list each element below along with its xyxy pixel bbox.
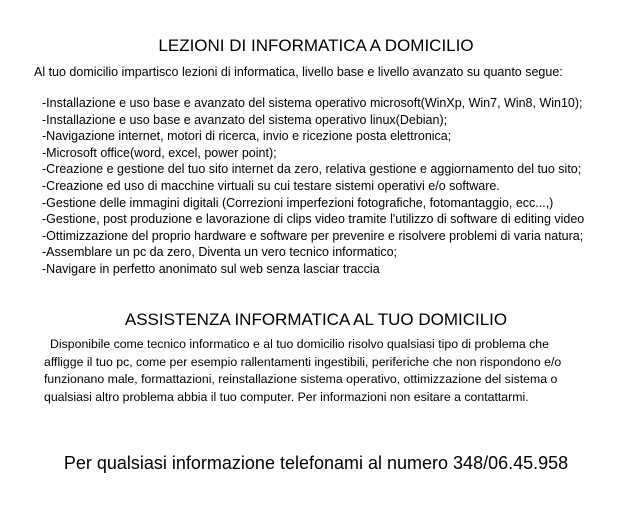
list-item: -Microsoft office(word, excel, power point); xyxy=(42,145,277,160)
list-item: -Assemblare un pc da zero, Diventa un vero tecnico informatico; xyxy=(42,245,398,260)
lessons-intro: Al tuo domicilio impartisco lezioni di informatica, livello base e livello avanzato su quanto segue: xyxy=(34,65,563,79)
list-item: -Ottimizzazione del proprio hardware e software per prevenire e risolvere problemi di varia natura; xyxy=(42,228,584,243)
list-item: -Installazione e uso base e avanzato del sistema operativo microsoft(WinXp, Win7, Win8, Win10); xyxy=(42,96,583,110)
paragraph-line: Disponibile come tecnico informatico e al tuo domicilio risolvo qualsiasi tipo di problema che xyxy=(50,337,549,351)
assistance-paragraph xyxy=(44,336,604,406)
list-item: -Navigare in perfetto anonimato sul web senza lasciar traccia xyxy=(42,261,380,276)
contact-phone-line: Per qualsiasi informazione telefonami al numero 348/06.45.958 xyxy=(63,453,569,473)
paragraph-line: funzionano male, formattazioni, reinstallazione sistema operativo, ottimizzazione del sistema o xyxy=(44,372,558,387)
paragraph-line: affligge il tuo pc, come per esempio rallentamenti ingestibili, periferiche che non rispondono e/o xyxy=(44,354,562,369)
list-item: -Navigazione internet, motori di ricerca, invio e ricezione posta elettronica; xyxy=(42,129,452,144)
assistance-title: ASSISTENZA INFORMATICA AL TUO DOMICILIO xyxy=(124,310,508,329)
list-item: -Creazione ed uso di macchine virtuali su cui testare sistemi operativi e/o software. xyxy=(42,178,500,193)
lessons-list xyxy=(42,95,622,278)
list-item: -Gestione delle immagini digitali (Correzioni imperfezioni fotografiche, fotomantaggio, ecc...,) xyxy=(42,195,554,210)
paragraph-line: qualsiasi altro problema abbia il tuo computer. Per informazioni non esitare a contattarmi. xyxy=(44,389,529,404)
list-item: -Gestione, post produzione e lavorazione di clips video tramite l'utilizzo di software di editing video xyxy=(42,212,585,227)
list-item: -Creazione e gestione del tuo sito internet da zero, relativa gestione e aggiornamento del tuo sito; xyxy=(42,162,582,177)
lessons-title: LEZIONI DI INFORMATICA A DOMICILIO xyxy=(158,36,474,55)
list-item: -Installazione e uso base e avanzato del sistema operativo linux(Debian); xyxy=(42,112,448,127)
